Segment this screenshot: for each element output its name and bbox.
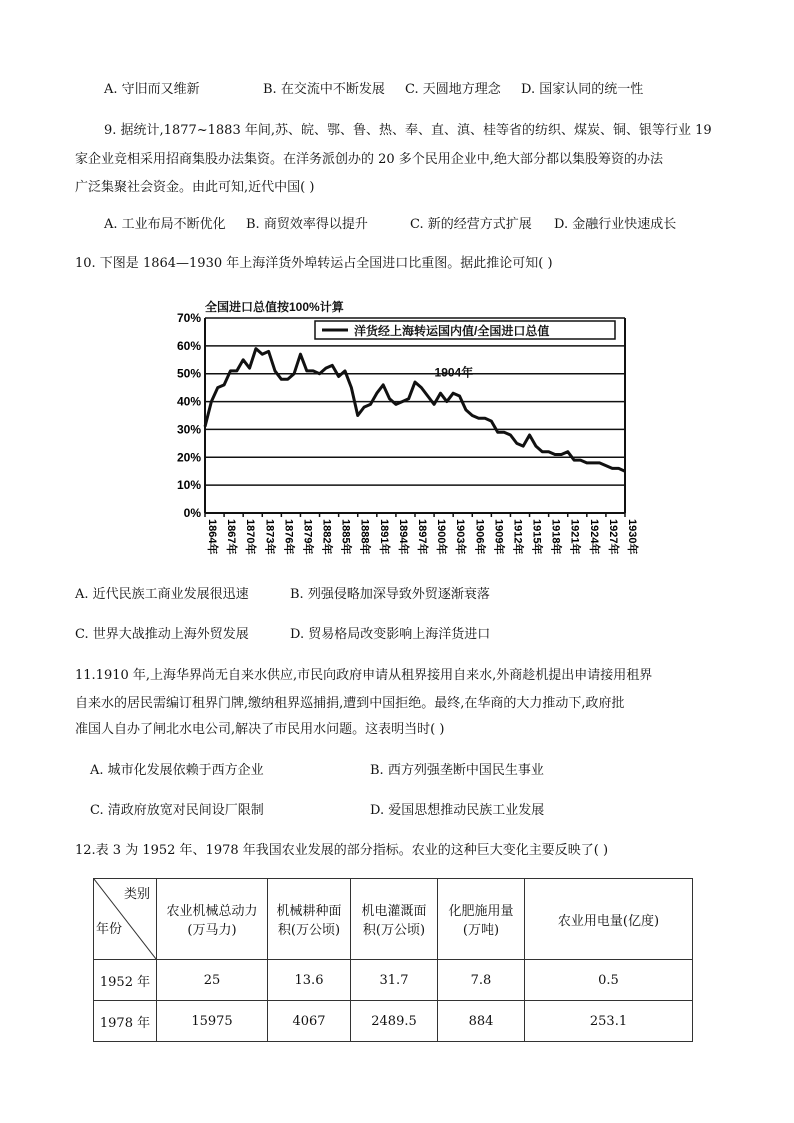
corner-label-year: 年份 (96, 922, 123, 937)
x-tick-label: 1870年 (244, 519, 257, 555)
q9-option-d: D. 金融行业快速成长 (554, 217, 677, 232)
table-cell: 25 (157, 960, 268, 1001)
header-fertilizer: 化肥施用量 (万吨) (438, 879, 525, 960)
x-tick-label: 1924年 (587, 519, 600, 555)
corner-label-category: 类别 (123, 887, 150, 902)
table-cell: 15975 (157, 1001, 268, 1042)
q8-option-d: D. 国家认同的统一性 (521, 82, 644, 97)
table-cell: 31.7 (351, 960, 438, 1001)
q11-stem-line-2: 自来水的居民需编订租界门牌,缴纳租界巡捕捐,遭到中国拒绝。最终,在华商的大力推动下,政府批 (75, 696, 625, 711)
q12-table (93, 878, 693, 1042)
q10-option-c: C. 世界大战推动上海外贸发展 (75, 627, 249, 642)
x-tick-label: 1927年 (606, 519, 619, 555)
q10-stem: 10. 下图是 1864—1930 年上海洋货外埠转运占全国进口比重图。据此推论可知( ) (75, 256, 553, 271)
x-tick-label: 1864年 (206, 519, 218, 555)
q11-option-c: C. 清政府放宽对民间设厂限制 (90, 803, 264, 818)
chart-title: 全国进口总值按100%计算 (205, 300, 344, 314)
y-tick-label: 40% (176, 394, 201, 409)
x-tick-label: 1921年 (568, 519, 581, 555)
q11-option-d: D. 爱国思想推动民族工业发展 (370, 803, 545, 818)
x-tick-label: 1873年 (263, 519, 276, 555)
q10-option-d: D. 贸易格局改变影响上海洋货进口 (290, 627, 491, 642)
table-header-row (94, 879, 693, 960)
table-row (94, 1001, 693, 1042)
chart-series-line (205, 349, 625, 472)
x-tick-label: 1897年 (416, 519, 428, 555)
q11-stem-line-1: 11.1910 年,上海华界尚无自来水供应,市民向政府申请从租界接用自来水,外商趁机提出申请接用租界 (75, 668, 653, 683)
y-tick-label: 50% (176, 366, 201, 381)
x-tick-label: 1879年 (301, 519, 314, 555)
q10-option-a: A. 近代民族工商业发展很迅速 (75, 587, 249, 602)
q9-option-b: B. 商贸效率得以提升 (246, 217, 368, 232)
table-cell: 253.1 (525, 1001, 693, 1042)
x-tick-label: 1888年 (358, 519, 371, 555)
q9-stem-line-1: 9. 据统计,1877~1883 年间,苏、皖、鄂、鲁、热、奉、直、滇、桂等省的纺织、煤炭、铜、银等行业 19 (104, 123, 712, 138)
chart-legend (315, 321, 615, 339)
x-tick-label: 1876年 (282, 519, 295, 555)
y-tick-label: 10% (176, 478, 201, 493)
table-cell: 13.6 (268, 960, 351, 1001)
y-tick-label: 70% (176, 311, 201, 325)
y-tick-label: 20% (176, 450, 201, 465)
y-tick-label: 0% (183, 506, 201, 520)
x-tick-label: 1867年 (225, 519, 238, 555)
x-tick-label: 1882年 (320, 519, 333, 555)
q12-stem: 12.表 3 为 1952 年、1978 年我国农业发展的部分指标。农业的这种巨大变化主要反映了( ) (75, 843, 609, 858)
header-irrigation: 机电灌溉面 积(万公顷) (351, 879, 438, 960)
x-tick-label: 1894年 (396, 519, 409, 555)
q8-option-c: C. 天圆地方理念 (405, 82, 501, 97)
q10-line-chart (160, 296, 640, 558)
q9-option-c: C. 新的经营方式扩展 (410, 217, 532, 232)
chart-legend-label: 洋货经上海转运国内值/全国进口总值 (354, 324, 550, 338)
q10-option-b: B. 列强侵略加深导致外贸逐渐衰落 (290, 587, 490, 602)
table-row (94, 960, 693, 1001)
x-tick-label: 1900年 (435, 519, 448, 555)
table-cell: 884 (438, 1001, 525, 1042)
q9-stem-line-2: 家企业竞相采用招商集股办法集资。在洋务派创办的 20 多个民用企业中,绝大部分都以集股筹资的办法 (75, 152, 663, 167)
x-tick-label: 1891年 (377, 519, 390, 555)
q11-option-b: B. 西方列强垄断中国民生事业 (370, 763, 544, 778)
table-cell: 1952 年 (94, 960, 157, 1001)
q9-stem-line-3: 广泛集聚社会资金。由此可知,近代中国( ) (75, 180, 315, 195)
y-tick-label: 30% (176, 422, 201, 437)
q8-option-b: B. 在交流中不断发展 (263, 82, 385, 97)
x-tick-label: 1930年 (626, 519, 638, 555)
x-tick-label: 1912年 (511, 519, 524, 555)
q8-option-a: A. 守旧而又维新 (104, 82, 200, 97)
q9-option-a: A. 工业布局不断优化 (104, 217, 226, 232)
x-tick-label: 1909年 (492, 519, 505, 555)
q11-option-a: A. 城市化发展依赖于西方企业 (90, 763, 264, 778)
header-electricity: 农业用电量(亿度) (525, 879, 693, 960)
table-corner-cell (94, 879, 157, 960)
chart-annotation-1904: 1904年 (434, 365, 474, 380)
x-tick-label: 1915年 (530, 519, 543, 555)
header-machinery-power: 农业机械总动力 (万马力) (157, 879, 268, 960)
x-tick-label: 1903年 (454, 519, 467, 555)
table-cell: 7.8 (438, 960, 525, 1001)
x-tick-label: 1906年 (473, 519, 486, 555)
table-cell: 2489.5 (351, 1001, 438, 1042)
q11-stem-line-3: 准国人自办了闸北水电公司,解决了市民用水问题。这表明当时( ) (75, 722, 445, 737)
x-tick-label: 1885年 (339, 519, 352, 555)
header-machine-plowing: 机械耕种面 积(万公顷) (268, 879, 351, 960)
y-tick-label: 60% (176, 338, 201, 353)
table-cell: 0.5 (525, 960, 693, 1001)
table-cell: 1978 年 (94, 1001, 157, 1042)
x-tick-label: 1918年 (549, 519, 562, 555)
table-cell: 4067 (268, 1001, 351, 1042)
